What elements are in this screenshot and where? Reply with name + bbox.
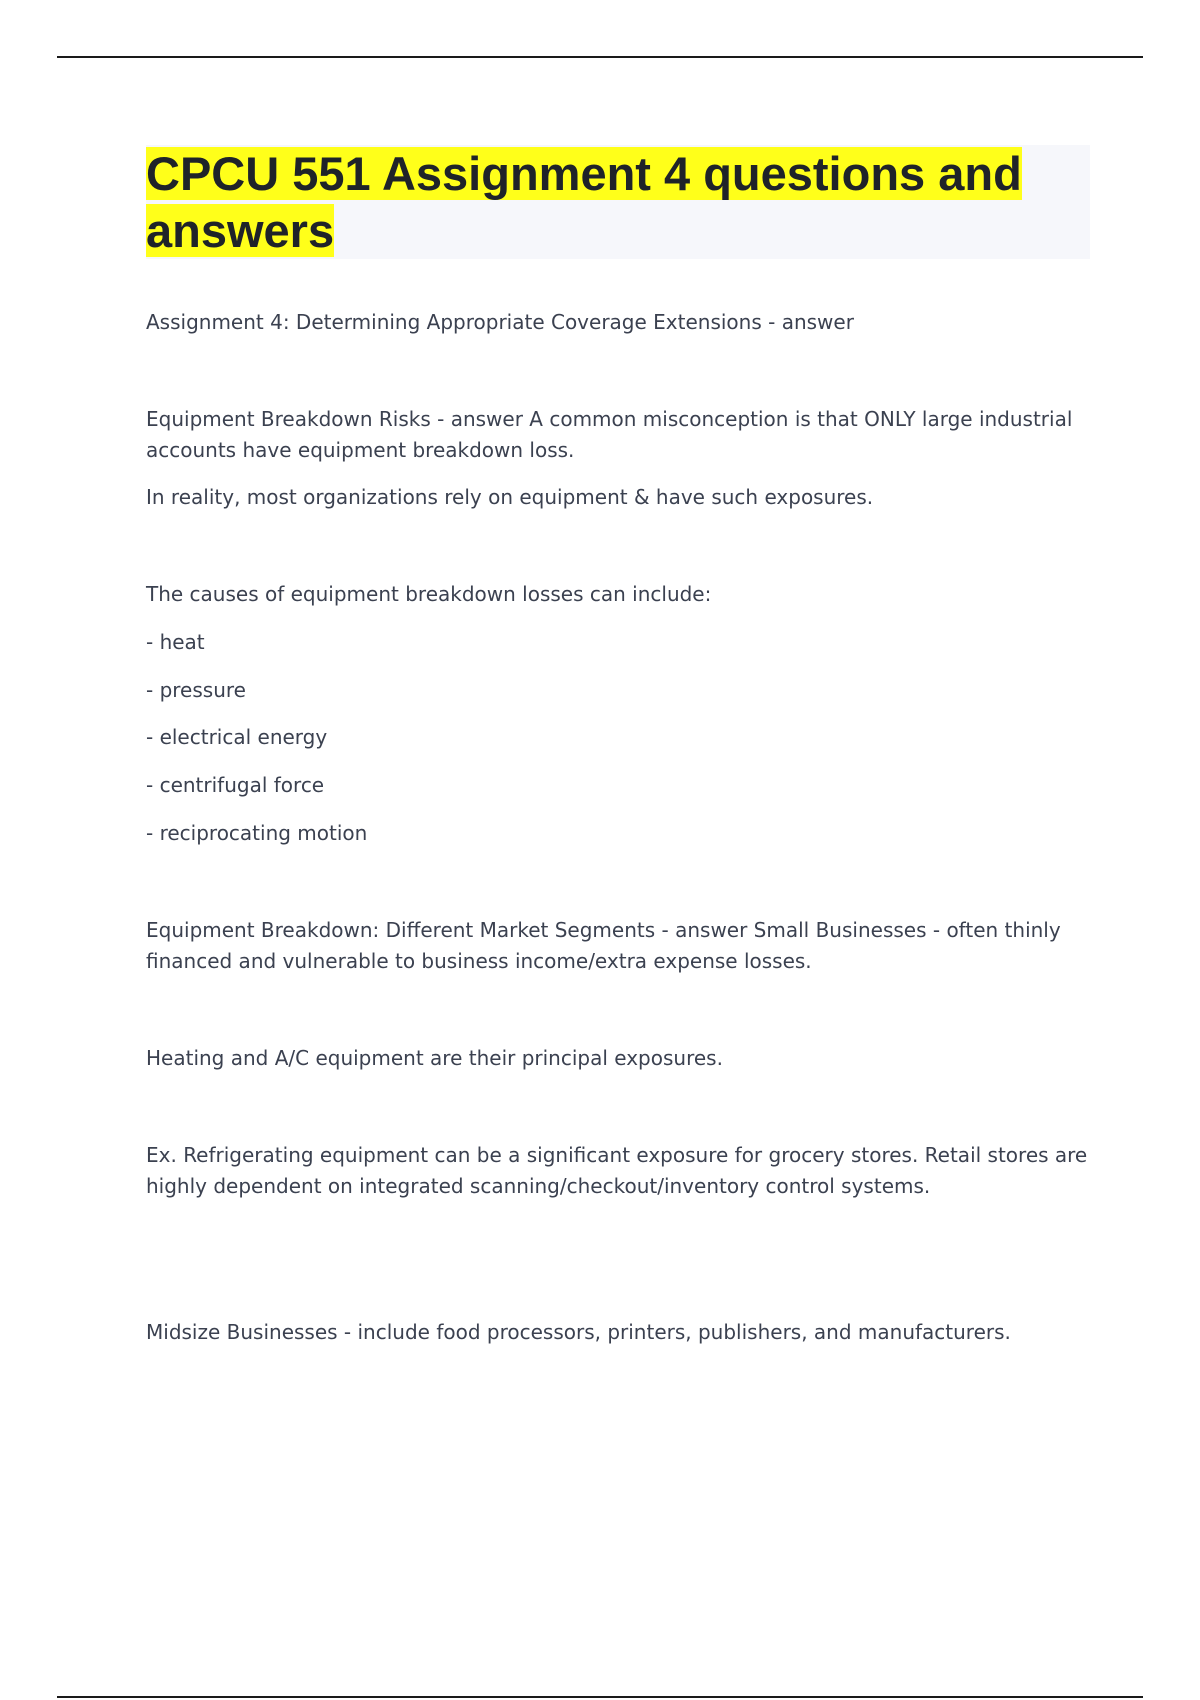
list-item-heat: - heat: [146, 630, 205, 654]
paragraph-in-reality: In reality, most organizations rely on equipment & have such exposures.: [146, 485, 874, 509]
paragraph-list: [146, 307, 1090, 1348]
title-highlight: CPCU 551 Assignment 4 questions and answers: [146, 147, 1022, 257]
paragraph-breakdown-risks: Equipment Breakdown Risks - answer A common misconception is that ONLY large industrial accounts have equipment breakdown loss.: [146, 407, 1073, 462]
list-item-pressure: - pressure: [146, 678, 246, 702]
paragraph-assignment-heading: Assignment 4: Determining Appropriate Coverage Extensions - answer: [146, 310, 854, 334]
paragraph-midsize-businesses: Midsize Businesses - include food processors, printers, publishers, and manufacturers.: [146, 1320, 1011, 1344]
list-item-centrifugal-force: - centrifugal force: [146, 773, 325, 797]
paragraph-causes-intro: The causes of equipment breakdown losses can include:: [146, 582, 712, 606]
bottom-rule: [57, 1696, 1143, 1698]
paragraph-heating-ac: Heating and A/C equipment are their principal exposures.: [146, 1046, 723, 1070]
list-item-reciprocating-motion: - reciprocating motion: [146, 821, 368, 845]
document-body: [146, 145, 1090, 1348]
top-rule: [57, 56, 1143, 58]
title-block: [146, 145, 1090, 259]
document-title: [146, 145, 1090, 259]
paragraph-market-segments: Equipment Breakdown: Different Market Segments - answer Small Businesses - often thinly financed and vulnerable to business income/extra expense losses.: [146, 918, 1061, 973]
list-item-electrical-energy: - electrical energy: [146, 725, 328, 749]
paragraph-refrigerating: Ex. Refrigerating equipment can be a significant exposure for grocery stores. Retail stores are highly dependent on integrated scanning/checkout/inventory control systems.: [146, 1143, 1088, 1198]
